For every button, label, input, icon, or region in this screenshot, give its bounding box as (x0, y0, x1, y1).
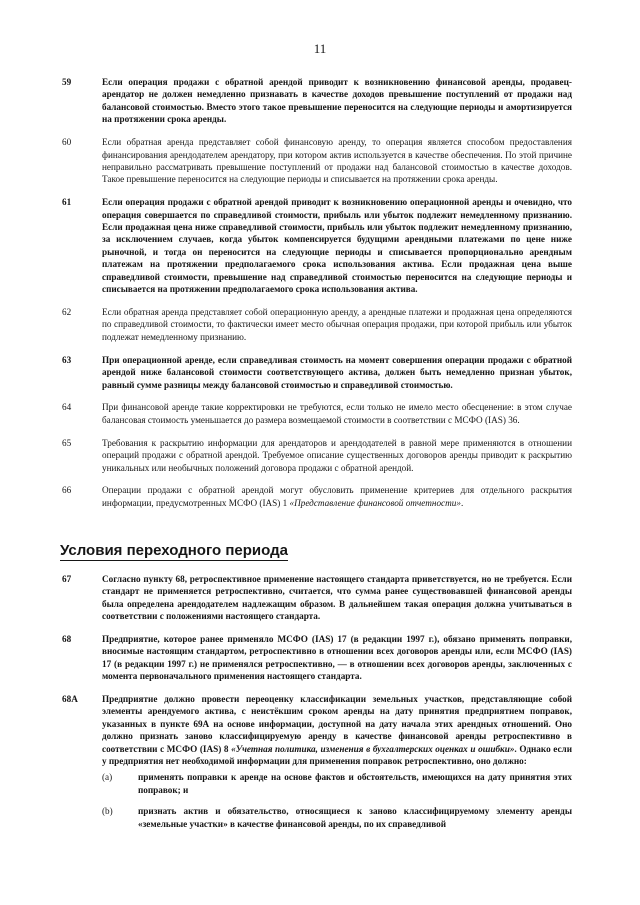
paragraph-62 (62, 306, 572, 343)
paragraph-number: 62 (62, 307, 72, 317)
paragraph-68 (62, 633, 572, 683)
paragraph-number: 63 (62, 354, 72, 365)
paragraph-64 (62, 401, 572, 426)
paragraph-68a (62, 693, 572, 767)
paragraph-number: 60 (62, 137, 72, 148)
subitem-text: признать актив и обязательство, относящиеся к заново классифицируемому элементу аренды «земельные участки» в качестве финансовой аренды, по их справедливой (138, 806, 572, 829)
paragraph-text: При финансовой аренде такие корректировки не требуются, если только не имело место обесценение: в этом случае балансовая стоимость уменьшается до размера возмещаемой стоимости в соответствии с МСФО (IAS) 36. (102, 402, 572, 425)
paragraph-text-tail: . Однако если у предприятия нет необходимой информации для применения поправок ретроспективно, оно должно: (102, 743, 572, 767)
paragraph-59 (62, 76, 572, 126)
subitem-b (102, 805, 572, 830)
paragraph-text (102, 693, 572, 767)
document-body (62, 76, 572, 839)
paragraph-63 (62, 354, 572, 391)
standard-title-reference: «Представление финансовой отчетности» (289, 497, 461, 508)
paragraph-66 (62, 484, 572, 509)
paragraph-text-main: Операции продажи с обратной арендой могут обусловить применение критериев для отдельного раскрытия информации, предусмотренных МСФО (IAS) 1 (102, 485, 572, 508)
paragraph-text-tail: . (460, 497, 464, 508)
paragraph-number: 68A (62, 694, 78, 705)
paragraph-text: Предприятие, которое ранее применяло МСФО (IAS) 17 (в редакции 1997 г.), обязано применять поправки, вносимые настоящим стандартом, ретроспективно в отношении всех договоров аренды или, если МСФО (IAS) 17 (в редакции 1997 г.) не применялся ретроспективно, — в отношении всех договоров аренды, заключенных с момента первоначального применения настоящего стандарта. (102, 633, 572, 682)
paragraph-61 (62, 196, 572, 295)
paragraph-text: Если обратная аренда представляет собой финансовую аренду, то операция является способом предоставления финансирования арендодателем арендатору, при котором актив используется в качестве обеспечения. По этой причине неправильно рассматривать превышение поступлений от продажи над балансовой стоимостью в качестве доходов. Такое превышение переносится на следующие периоды и списывается на протяжении срока аренды. (102, 137, 572, 185)
paragraph-text: Согласно пункту 68, ретроспективное применение настоящего стандарта приветствуется, но не требуется. Если стандарт не применяется ретроспективно, считается, что сумма ранее существовавшей финансовой аренды была определена арендодателем надлежащим образом. В дальнейшем такая операция должна учитываться в соответствии с положениями настоящего стандарта. (102, 573, 572, 621)
paragraph-number: 59 (62, 77, 72, 87)
paragraph-text: Если обратная аренда представляет собой операционную аренду, а арендные платежи и продажная цена определяются по справедливой стоимости, то фактически имеет место обычная операция продажи, при которой прибыль или убыток подлежат немедленному признанию. (102, 307, 572, 342)
paragraph-text (102, 484, 572, 509)
paragraph-number: 61 (62, 197, 72, 208)
paragraph-text-main: Предприятие должно провести переоценку классификации земельных участков, представляющие собой элементы арендуемого актива, с неистёкшим сроком аренды на дату принятия предприятием поправок, указанных в пункте 69А на основе информации, доступной на дату начала этих арендных отношений. Оно должно признать заново классифицируемую аренду в качестве финансовой аренды ретроспективно в соответствии с МСФО (IAS) 8 (102, 694, 572, 754)
page-number: 11 (313, 41, 327, 56)
paragraph-number: 67 (62, 573, 72, 584)
paragraph-60 (62, 136, 572, 186)
standard-title-reference: «Учетная политика, изменения в бухгалтерских оценках и ошибки» (231, 743, 515, 754)
paragraph-text: Требования к раскрытию информации для арендаторов и арендодателей в равной мере применяются в отношении операций продажи с обратной арендой. Требуемое описание существенных договоров аренды приводит к раскрытию уникальных или необычных положений договора продажи с обратной арендой. (102, 437, 572, 473)
paragraph-67 (62, 573, 572, 623)
subitem-a (102, 771, 572, 796)
paragraph-number: 64 (62, 402, 72, 413)
paragraph-number: 68 (62, 633, 72, 644)
paragraph-number: 66 (62, 485, 72, 496)
subitem-text: применять поправки к аренде на основе фактов и обстоятельств, имеющихся на дату принятия этих поправок; и (138, 772, 572, 795)
paragraph-text: Если операция продажи с обратной арендой приводит к возникновению операционной аренды и очевидно, что операция совершается по справедливой стоимости, прибыль или убыток подлежит немедленному признанию. Если продажная цена ниже справедливой стоимости, прибыль или убыток подлежит немедленному признанию, за исключением случаев, когда убыток компенсируется будущими арендными платежами по цене ниже рыночной, и тогда он переносится на следующие периоды и списывается пропорционально арендным платежам на протяжении предполагаемого срока использования актива. Если продажная цена выше справедливой стоимости, превышение над справедливой стоимостью переносится на следующие периоды и списывается на протяжении предполагаемого срока использования актива. (102, 197, 572, 295)
paragraph-number: 65 (62, 437, 72, 448)
paragraph-text: Если операция продажи с обратной арендой приводит к возникновению финансовой аренды, продавец-арендатор не должен немедленно признавать в качестве доходов превышение поступлений от продажи над балансовой стоимостью. Вместо этого такое превышение переносится на следующие периоды и амортизируется на протяжении срока аренды. (102, 77, 572, 125)
subitem-label: (a) (102, 772, 113, 783)
section-title: Условия переходного периода (60, 541, 288, 559)
paragraph-65 (62, 437, 572, 474)
subitem-label: (b) (102, 806, 113, 817)
paragraph-text: При операционной аренде, если справедливая стоимость на момент совершения операции продажи с обратной арендой ниже балансовой стоимости соответствующего актива, должен быть немедленно признан убыток, равный сумме разницы между балансовой стоимостью и справедливой стоимостью. (102, 354, 572, 390)
